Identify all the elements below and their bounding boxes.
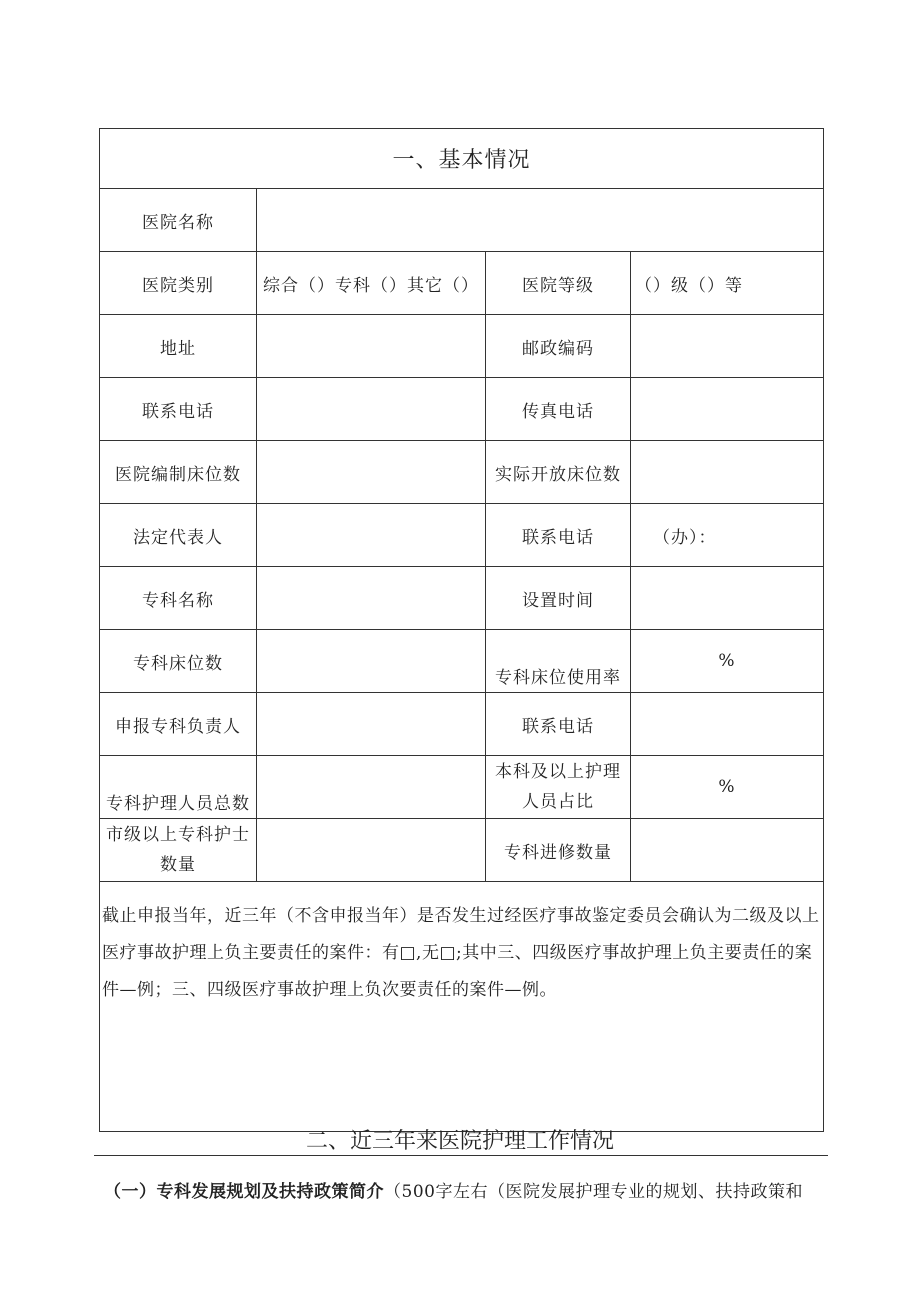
hospital-type-options[interactable]: 综合（）专科（）其它（）: [257, 252, 486, 315]
specialty-beds-label: 专科床位数: [100, 630, 257, 693]
actual-beds-label: 实际开放床位数: [486, 441, 631, 504]
hospital-level-options[interactable]: （）级（）等: [631, 252, 824, 315]
head-phone-label: 联系电话: [486, 693, 631, 756]
legal-rep-phone-prefix: （办）：: [653, 527, 717, 548]
planned-beds-label: 医院编制床位数: [100, 441, 257, 504]
bachelor-ratio-field[interactable]: [631, 756, 824, 819]
subsection1-rest: （500字左右（医院发展护理专业的规划、扶持政策和: [384, 1182, 803, 1202]
basic-info-form: [99, 128, 824, 1132]
bed-usage-unit: %: [718, 651, 736, 671]
actual-beds-field[interactable]: [631, 441, 824, 504]
city-nurses-label-line2: 数量: [160, 855, 196, 875]
specialty-beds-field[interactable]: [257, 630, 486, 693]
head-field[interactable]: [257, 693, 486, 756]
specialty-name-field[interactable]: [257, 567, 486, 630]
subsection1-heading: [104, 1177, 803, 1202]
section2-divider: [94, 1155, 828, 1156]
bachelor-ratio-label-line1: 本科及以上护理: [495, 762, 621, 782]
bed-usage-label: 专科床位使用率: [486, 630, 631, 693]
postcode-field[interactable]: [631, 315, 824, 378]
legal-rep-phone-field[interactable]: [631, 504, 824, 567]
hospital-type-label: 医院类别: [100, 252, 257, 315]
legal-rep-phone-label: 联系电话: [486, 504, 631, 567]
phone-field[interactable]: [257, 378, 486, 441]
bachelor-ratio-label-line2: 人员占比: [522, 792, 594, 812]
city-nurses-label-line1: 市级以上专科护士: [106, 825, 250, 845]
fax-field[interactable]: [631, 378, 824, 441]
bed-usage-field[interactable]: [631, 630, 824, 693]
postcode-label: 邮政编码: [486, 315, 631, 378]
planned-beds-field[interactable]: [257, 441, 486, 504]
fax-label: 传真电话: [486, 378, 631, 441]
setup-time-label: 设置时间: [486, 567, 631, 630]
address-label: 地址: [100, 315, 257, 378]
legal-rep-label: 法定代表人: [100, 504, 257, 567]
hospital-name-field[interactable]: [257, 189, 824, 252]
specialty-name-label: 专科名称: [100, 567, 257, 630]
subsection1-bold: （一）专科发展规划及扶持政策简介: [104, 1182, 384, 1202]
accident-note[interactable]: 截止申报当年，近三年（不含申报当年）是否发生过经医疗事故鉴定委员会确认为二级及以上医疗事故护理上负主要责任的案件：有□,无□;其中三、四级医疗事故护理上负主要责任的案件—例；三、四级医疗事故护理上负次要责任的案件—例。: [100, 882, 824, 1132]
head-phone-field[interactable]: [631, 693, 824, 756]
bachelor-ratio-unit: %: [718, 777, 736, 797]
section1-title: 一、基本情况: [100, 129, 824, 189]
section2-title: 二、近三年来医院护理工作情况: [305, 1129, 614, 1154]
address-field[interactable]: [257, 315, 486, 378]
total-nurses-field[interactable]: [257, 756, 486, 819]
training-label: 专科进修数量: [486, 819, 631, 882]
city-nurses-label: [100, 819, 257, 882]
phone-label: 联系电话: [100, 378, 257, 441]
city-nurses-field[interactable]: [257, 819, 486, 882]
head-label: 申报专科负责人: [100, 693, 257, 756]
bachelor-ratio-label: [486, 756, 631, 819]
legal-rep-field[interactable]: [257, 504, 486, 567]
setup-time-field[interactable]: [631, 567, 824, 630]
total-nurses-label: 专科护理人员总数: [100, 756, 257, 819]
hospital-name-label: 医院名称: [100, 189, 257, 252]
training-field[interactable]: [631, 819, 824, 882]
hospital-level-label: 医院等级: [486, 252, 631, 315]
